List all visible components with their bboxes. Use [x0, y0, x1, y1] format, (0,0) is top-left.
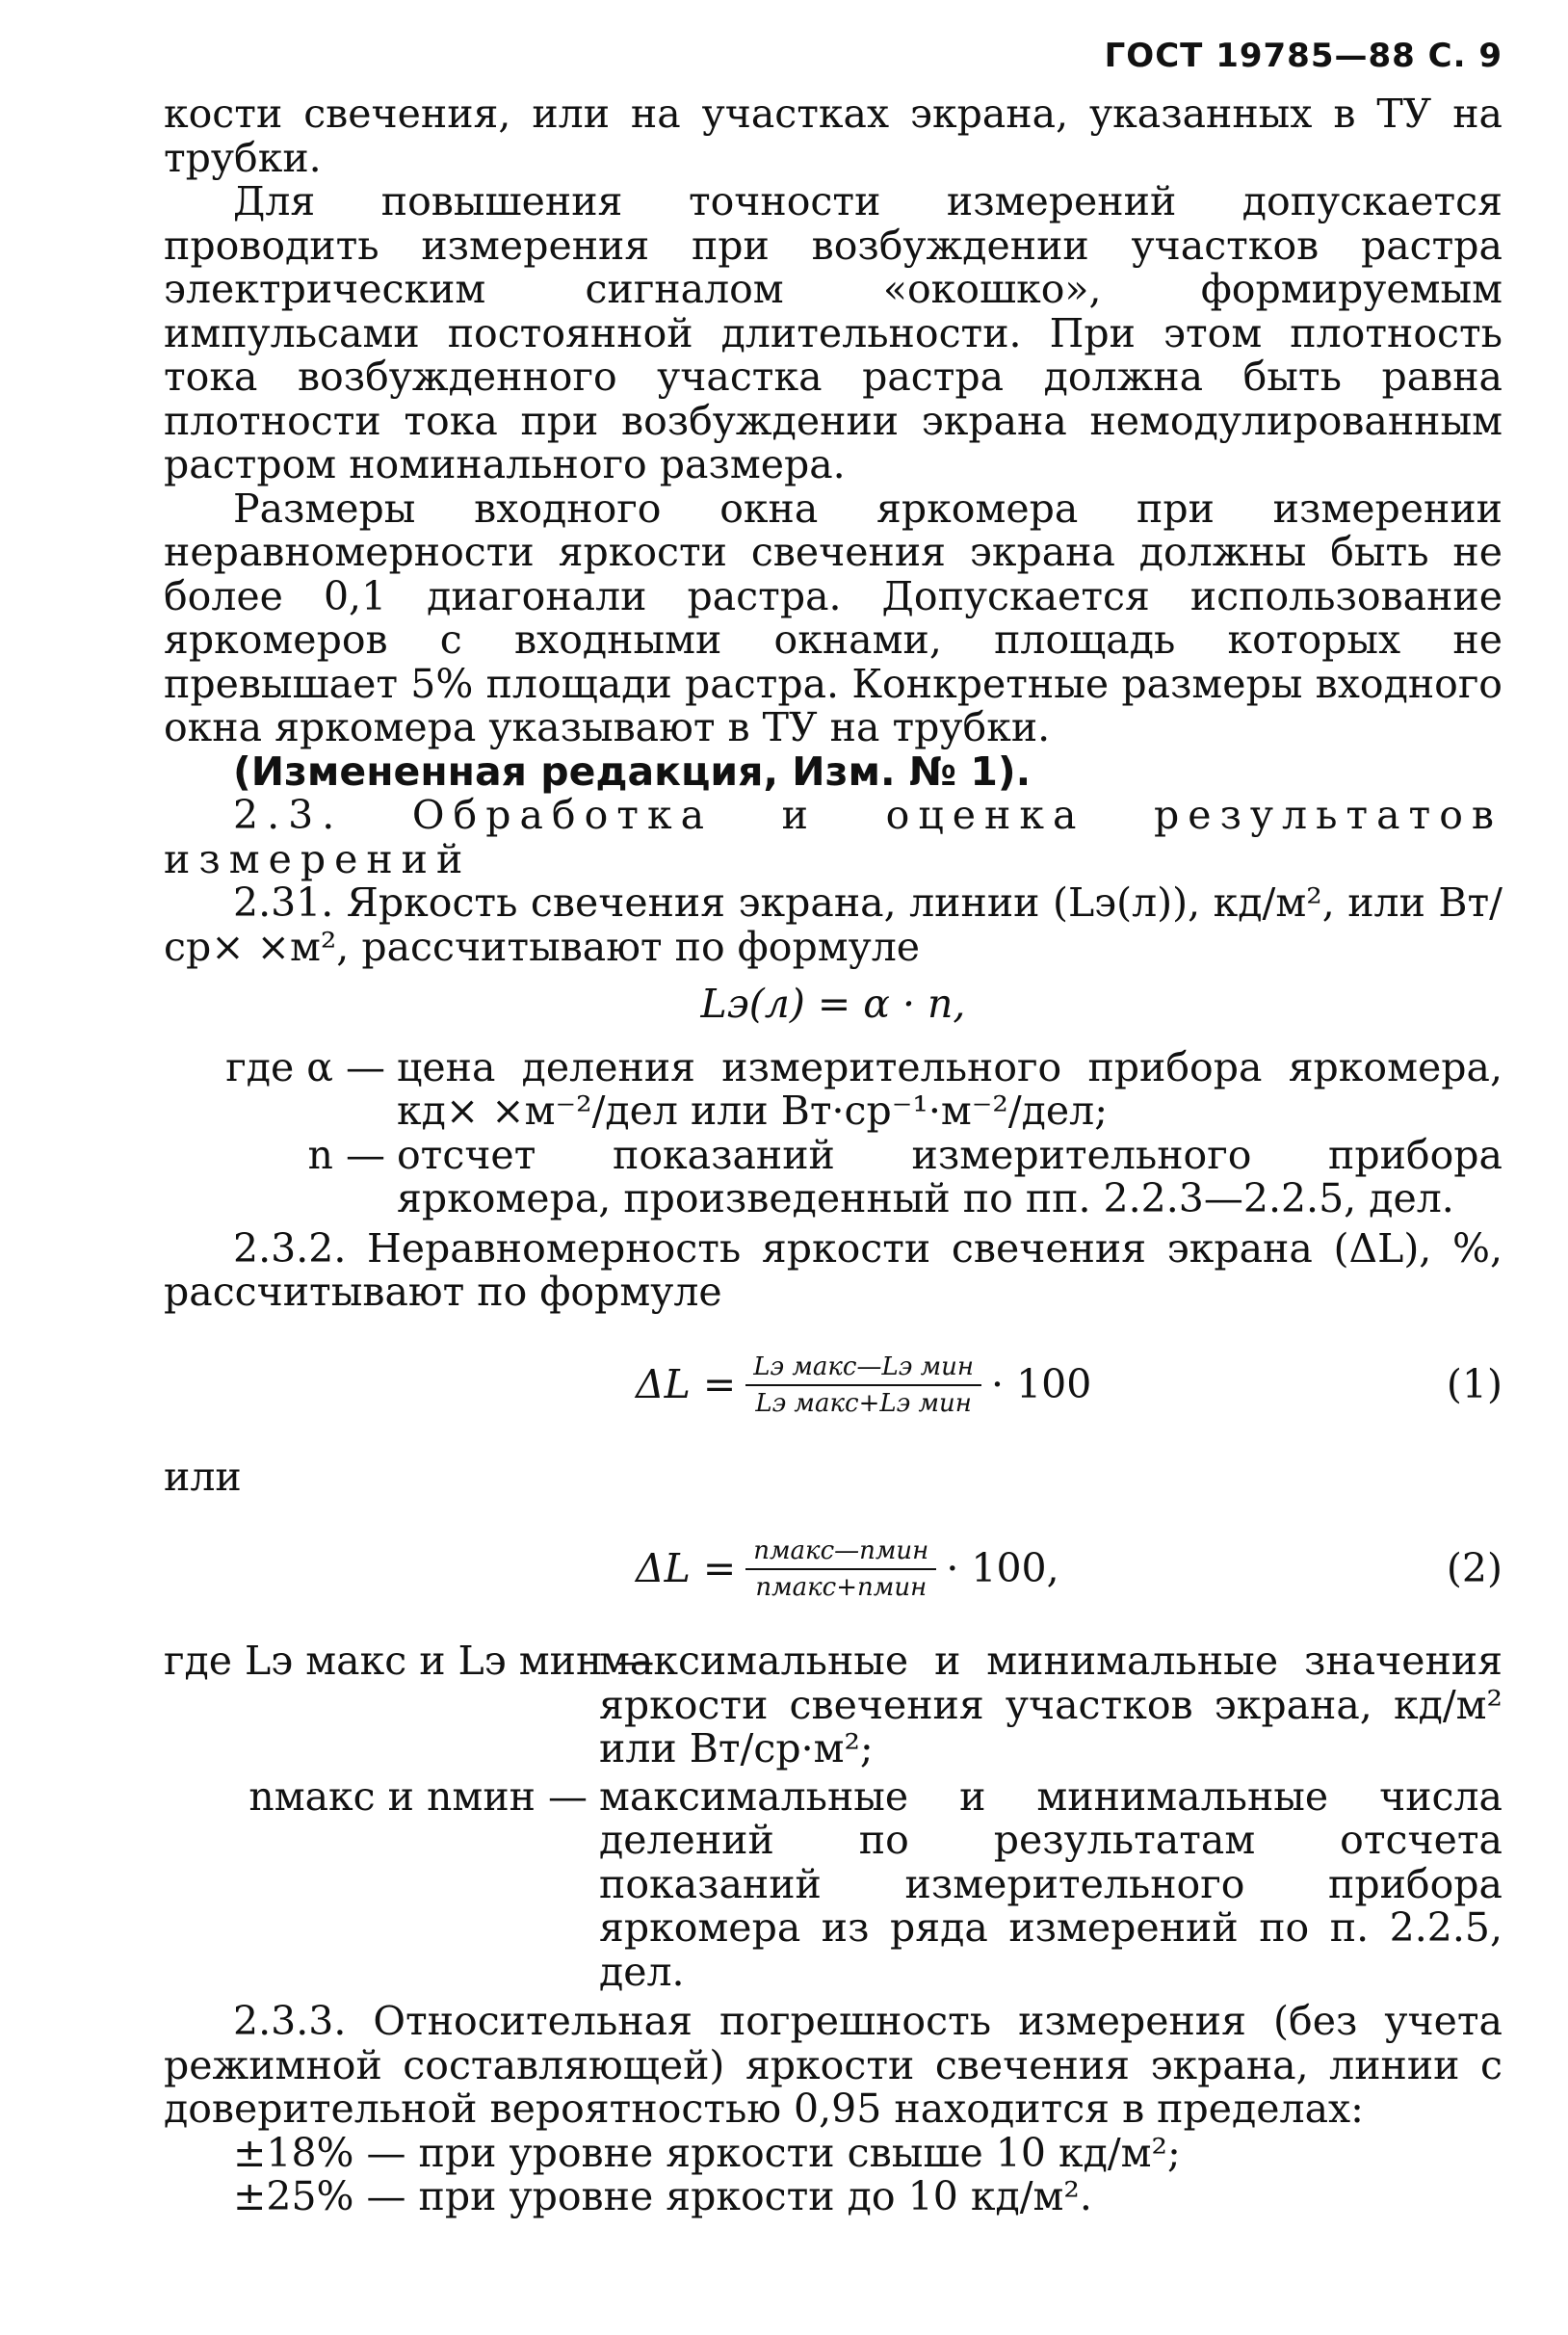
tolerance-below-10: ±25% — при уровне яркости до 10 кд/м².	[233, 2173, 1092, 2219]
section-2-3-heading: 2.3. Обработка и оценка результатов измерений	[164, 792, 1503, 882]
where-n	[164, 1131, 1503, 1221]
legend-lmax-lmin-term: где Lэ макс и Lэ мин —	[164, 1638, 655, 1684]
formula-1-tail: · 100	[991, 1360, 1092, 1407]
legend-nmax-nmin	[164, 1772, 1503, 1995]
section-2-3-1: 2.31. Яркость свечения экрана, линии (Lэ(л)), кд/м², или Вт/ср× ×м², рассчитывают по формуле	[164, 879, 1503, 970]
formula-brightness: Lэ(л) = α · n,	[700, 981, 966, 1027]
formula-1-lhs: ΔL =	[636, 1360, 737, 1407]
formula-1	[164, 1332, 1503, 1438]
legend-lmax-lmin	[164, 1640, 1503, 1771]
paragraph-continuation: кости свечения, или на участках экрана, указанных в ТУ на трубки.	[164, 91, 1503, 181]
formula-2	[164, 1516, 1503, 1622]
formula-2-numerator: nмакс—nмин	[745, 1535, 936, 1570]
formula-2-tail: · 100,	[946, 1545, 1059, 1592]
formula-2-denominator: nмакс+nмин	[755, 1573, 928, 1602]
document-page	[164, 37, 1503, 2219]
where-alpha-term: где α —	[225, 1043, 385, 1090]
legend-lmax-lmin-desc: максимальные и минимальные значения яркости свечения участков экрана, кд/м² или Вт/ср·м²;	[599, 1638, 1503, 1771]
formula-2-fraction	[745, 1535, 936, 1603]
where-alpha-desc: цена деления измерительного прибора яркомера, кд× ×м⁻²/дел или Вт·ср⁻¹·м⁻²/дел;	[397, 1043, 1503, 1134]
legend-nmax-nmin-desc: максимальные и минимальные числа делений по результатам отсчета показаний измерительного прибора яркомера из ряда измерений по п. 2.2.5, дел.	[599, 1772, 1503, 1995]
paragraph-accuracy: Для повышения точности измерений допускается проводить измерения при возбуждении участков растра электрическим сигналом «окошко», формируемым импульсами постоянной длительности. При этом плотность тока возбужденного участка растра должна быть равна плотности тока при возбуждении экрана немодулированным растром номинального размера.	[164, 178, 1503, 487]
formula-2-number: (2)	[1446, 1545, 1503, 1592]
section-2-3-2: 2.3.2. Неравномерность яркости свечения экрана (ΔL), %, рассчитывают по формуле	[164, 1224, 1503, 1315]
or-word: или	[164, 1453, 242, 1500]
formula-1-number: (1)	[1446, 1360, 1503, 1407]
formula-2-lhs: ΔL =	[636, 1545, 737, 1592]
formula-1-denominator: Lэ макс+Lэ мин	[755, 1388, 972, 1418]
edited-note: (Измененная редакция, Изм. № 1).	[233, 748, 1032, 795]
paragraph-window-size: Размеры входного окна яркомера при измерении неравномерности яркости свечения экрана должны быть не более 0,1 диагонали растра. Допускается использование яркомеров с входными окнами, площадь которых не превышает 5% площади растра. Конкретные размеры входного окна яркомера указывают в ТУ на трубки.	[164, 485, 1503, 750]
tolerance-above-10: ±18% — при уровне яркости свыше 10 кд/м²;	[233, 2129, 1181, 2176]
where-n-desc: отсчет показаний измерительного прибора яркомера, произведенный по пп. 2.2.3—2.2.5, дел.	[397, 1131, 1503, 1221]
section-2-3-3: 2.3.3. Относительная погрешность измерения (без учета режимной составляющей) яркости свечения экрана, линии с доверительной вероятностью 0,95 находится в пределах:	[164, 1998, 1503, 2132]
formula-1-numerator: Lэ макс—Lэ мин	[745, 1351, 981, 1386]
page-header: ГОСТ 19785—88 С. 9	[1104, 37, 1503, 75]
formula-1-fraction	[745, 1351, 981, 1419]
where-alpha	[164, 1043, 1503, 1134]
legend-nmax-nmin-term: nмакс и nмин —	[248, 1772, 588, 1820]
where-n-term: n —	[307, 1131, 385, 1178]
